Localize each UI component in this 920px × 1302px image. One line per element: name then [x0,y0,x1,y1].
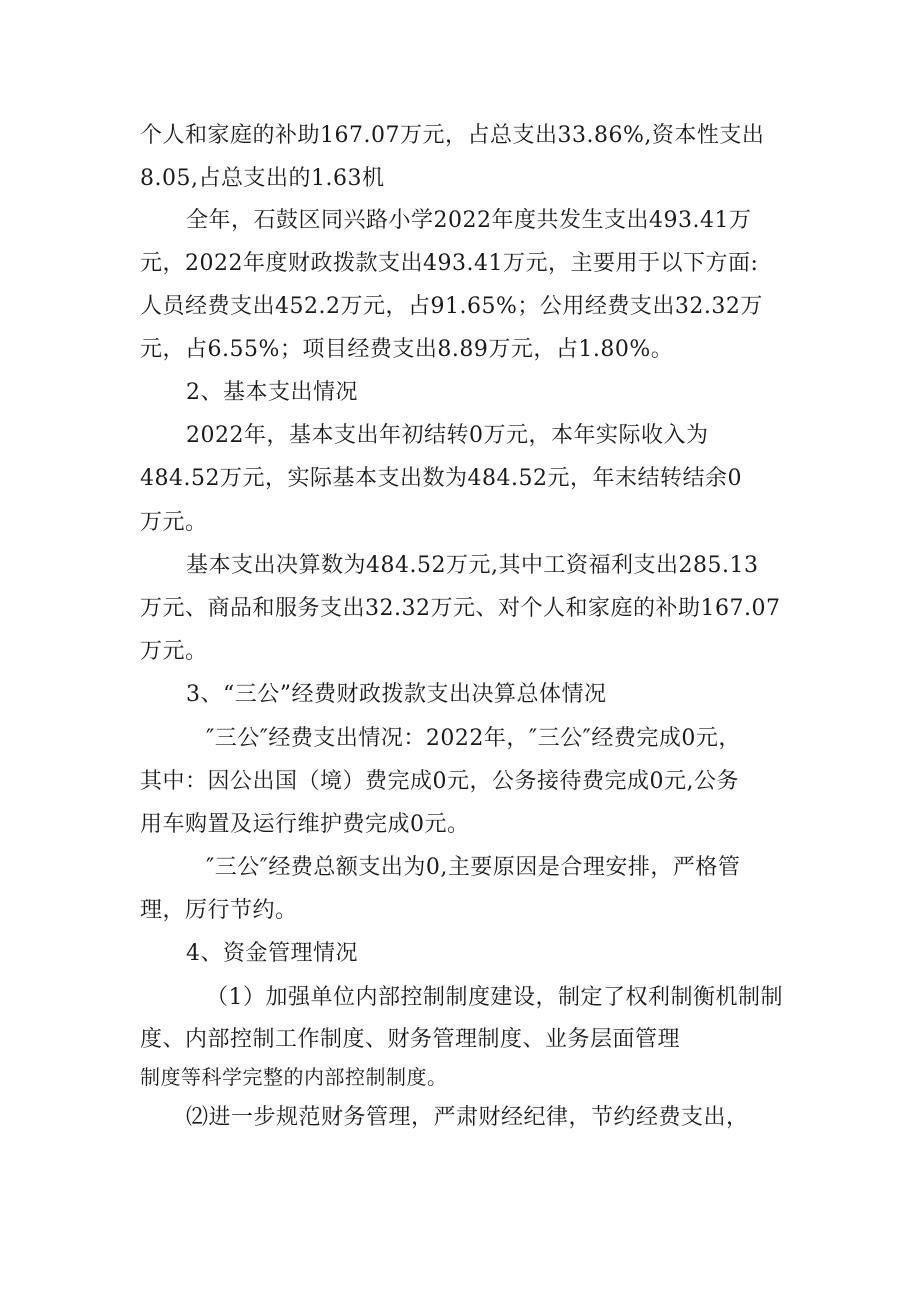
text-line: 万元。 [140,510,208,535]
paragraph-start: ″三公″经费总额支出为0,主要原因是合理安排，严格管 [206,855,741,880]
text-line: 万元。 [140,639,208,664]
section-heading: 3、“三公”经费财政拨款支出决算总体情况 [186,682,607,707]
text-line: 个人和家庭的补助167.07万元，占总支出33.86%,资本性支出 [140,123,765,148]
text-line: 8.05,占总支出的1.63机 [140,166,385,191]
text-line: 理，厉行节约。 [140,898,298,923]
text-line: 用车购置及运行维护费完成0元。 [140,812,470,837]
text-line: 元，2022年度财政拨款支出493.41万元，主要用于以下方面: [140,251,759,276]
paragraph-start: 基本支出决算数为484.52万元,其中工资福利支出285.13 [186,553,759,578]
section-heading: 4、资金管理情况 [186,941,358,966]
text-line: 万元、商品和服务支出32.32万元、对个人和家庭的补助167.07 [140,596,781,621]
text-line: 元，占6.55%；项目经费支出8.89万元，占1.80%。 [140,337,674,362]
text-line: 484.52万元，实际基本支出数为484.52元，年末结转结余0 [140,466,742,491]
paragraph-start: ″三公″经费支出情况：2022年，″三公″经费完成0元， [206,726,741,751]
text-line: 其中：因公出国（境）费完成0元，公务接待费完成0元,公务 [140,769,739,794]
paragraph-start: ⑵进一步规范财务管理，严肃财经纪律，节约经费支出， [186,1105,749,1130]
text-line: 度、内部控制工作制度、财务管理制度、业务层面管理 [140,1027,681,1052]
section-heading: 2、基本支出情况 [186,380,358,405]
paragraph-start: 2022年，基本支出年初结转0万元，本年实际收入为 [186,423,709,448]
paragraph-start: 全年，石鼓区同兴路小学2022年度共发生支出493.41万 [186,208,752,233]
text-line: 制度等科学完整的内部控制制度。 [140,1065,448,1089]
text-line: 人员经费支出452.2万元，占91.65%；公用经费支出32.32万 [140,294,763,319]
paragraph-start: （1）加强单位内部控制制度建设，制定了权利制衡机制制 [206,985,783,1010]
